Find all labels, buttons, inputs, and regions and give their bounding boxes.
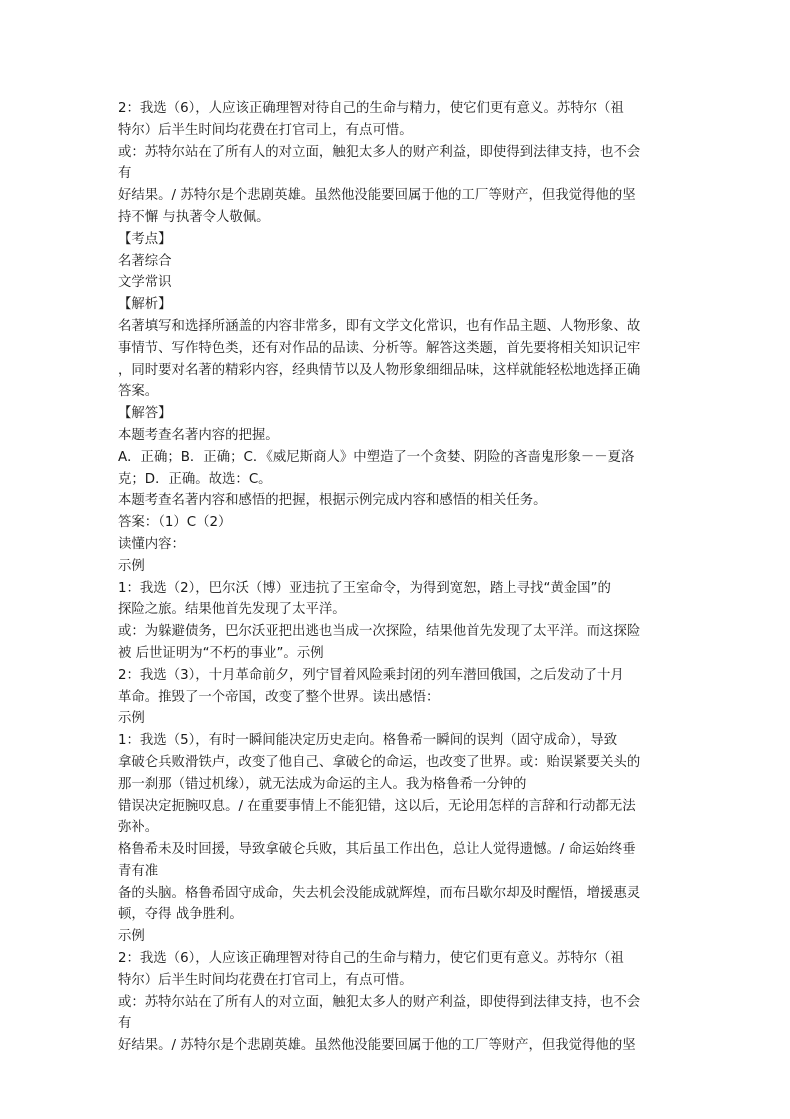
text-line: 示例 [118,711,145,727]
text-line: 被 后世证明为“不朽的事业”。示例 [118,645,324,661]
text-line: 特尔）后半生时间均花费在打官司上，有点可惜。 [118,122,413,138]
text-line: 好结果。/ 苏特尔是个悲剧英雄。虽然他没能要回属于他的工厂等财产，但我觉得他的坚 [118,188,636,204]
text-line: 或：苏特尔站在了所有人的对立面，触犯太多人的财产利益，即使得到法律支持，也不会 [118,144,641,160]
text-line: 格鲁希未及时回援，导致拿破仑兵败，其后虽工作出色，总让人觉得遗憾。/ 命运始终垂 [118,842,636,858]
text-line: A．正确；B．正确；C．《威尼斯商人》中塑造了一个贪婪、阴险的吝啬鬼形象－－夏洛 [118,449,635,465]
text-line: 革命。推毁了一个帝国，改变了整个世界。读出感悟： [118,689,440,705]
text-line: 事情节、写作特色类，还有对作品的品读、分析等。解答这类题，首先要将相关知识记牢 [118,340,641,356]
section-heading-jiexi: 【解析】 [118,297,172,313]
text-line: 2：我选（3），十月革命前夕，列宁冒着风险乘封闭的列车潜回俄国，之后发动了十月 [118,667,624,683]
text-line: 答案。 [118,384,159,400]
text-line: 2：我选（6），人应该正确理智对待自己的生命与精力，使它们更有意义。苏特尔（祖 [118,101,624,116]
text-line: 1：我选（5），有时一瞬间能决定历史走向。格鲁希一瞬间的误判（固守成命），导致 [118,733,618,749]
text-line: 探险之旅。结果他首先发现了太平洋。 [118,602,346,618]
text-line: 2：我选（6），人应该正确理智对待自己的生命与精力，使它们更有意义。苏特尔（祖 [118,951,624,967]
text-line: 好结果。/ 苏特尔是个悲剧英雄。虽然他没能要回属于他的工厂等财产，但我觉得他的坚 [118,1038,636,1054]
text-line: 名著综合 [118,253,172,269]
text-line: 或：为躲避债务，巴尔沃亚把出逃也当成一次探险，结果他首先发现了太平洋。而这探险 [118,624,641,640]
text-line: 拿破仑兵败滑铁卢，改变了他自己、拿破仑的命运，也改变了世界。或：贻误紧要关头的 [118,754,641,770]
text-line: 弥补。 [118,820,159,836]
text-line: 克；D．正确。故选：C。 [118,471,272,487]
text-line: 本题考查名著内容和感悟的把握，根据示例完成内容和感悟的相关任务。 [118,493,547,509]
section-heading-kaodian: 【考点】 [118,231,172,247]
document-body [118,98,678,1057]
text-line: 本题考查名著内容的把握。 [118,427,279,443]
text-line: 有 [118,1016,132,1032]
text-line: 或：苏特尔站在了所有人的对立面，触犯太多人的财产利益，即使得到法律支持，也不会 [118,994,641,1010]
text-line: 那一刹那（错过机缘），就无法成为命运的主人。我为格鲁希一分钟的 [118,776,527,792]
text-line: 特尔）后半生时间均花费在打官司上，有点可惜。 [118,972,413,988]
text-line: 名著填写和选择所涵盖的内容非常多，即有文学文化常识，也有作品主题、人物形象、故 [118,318,641,334]
text-line: 示例 [118,558,145,574]
text-line: ，同时要对名著的精彩内容，经典情节以及人物形象细细品味，这样就能轻松地选择正确 [118,362,641,378]
text-line: 青有准 [118,863,159,879]
text-line: 1：我选（2），巴尔沃（博）亚违抗了王室命令，为得到宽恕，踏上寻找“黄金国”的 [118,580,611,596]
text-line: 持不懈 与执著令人敬佩。 [118,209,270,225]
text-line: 顿，夺得 战争胜利。 [118,907,243,923]
text-line: 读懂内容： [118,536,185,552]
text-line: 备的头脑。格鲁希固守成命，失去机会没能成就辉煌，而布吕歇尔却及时醒悟，增援惠灵 [118,885,641,901]
text-line: 错误决定扼腕叹息。/ 在重要事情上不能犯错，这以后，无论用怎样的言辞和行动都无法 [118,798,636,814]
text-line: 示例 [118,929,145,945]
section-heading-jieda: 【解答】 [118,406,172,422]
text-line: 文学常识 [118,275,172,291]
text-line: 有 [118,166,132,182]
text-line: 答案：（1）C（2） [118,515,232,531]
